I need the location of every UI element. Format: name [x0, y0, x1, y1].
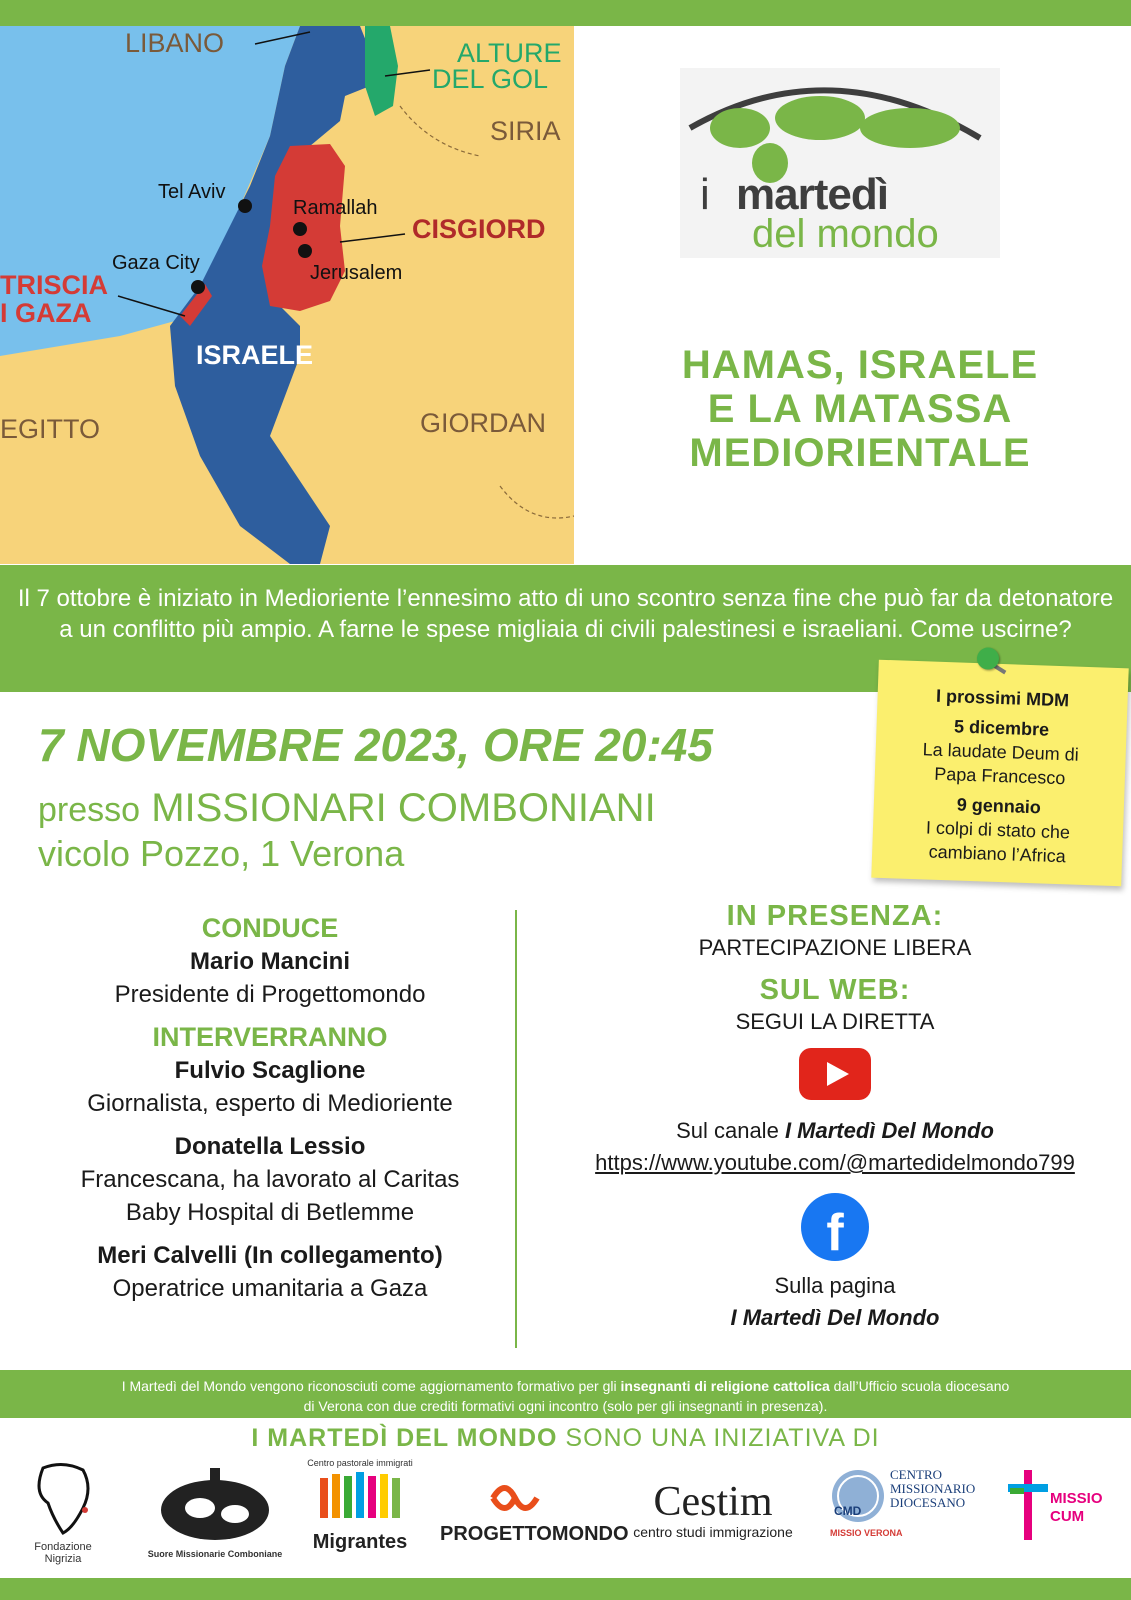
guest-role: Giornalista, esperto di Medioriente [87, 1090, 453, 1117]
venue-name: MISSIONARI COMBONIANI [151, 786, 656, 830]
guest-name: Fulvio Scaglione [174, 1057, 366, 1084]
youtube-link[interactable]: https://www.youtube.com/@martedidelmondo799 [595, 1150, 1075, 1175]
suore-logo [145, 1466, 285, 1559]
cestim-text: Cestim [653, 1479, 773, 1525]
note-date-1: 5 dicembre [953, 716, 1050, 740]
intro-text: Il 7 ottobre è iniziato in Medioriente l’ennesimo atto di uno scontro senza fine che può far da detonatore a un conflitto più ampio. A farne le spese migliaia di civili palestinesi e israeliani. Come uscirne? [17, 585, 1114, 643]
cmd-text: MISSIONARIO [890, 1481, 976, 1496]
cmd-abbr: CMD [834, 1504, 862, 1518]
partner-logos [0, 1458, 1131, 1578]
map-dot-jerusalem [298, 244, 312, 258]
map-label-gaza-city: Gaza City [112, 252, 200, 274]
bottom-green-band [0, 1578, 1131, 1600]
event-venue [38, 786, 656, 831]
facebook-icon[interactable]: f [801, 1193, 869, 1261]
note-date-2: 9 gennaio [956, 794, 1042, 818]
progettomondo-icon [485, 1478, 545, 1520]
map-label-giordania: GIORDAN [420, 408, 547, 438]
channel-prefix: Sul canale [676, 1118, 779, 1143]
channel-name: I Martedì Del Mondo [784, 1118, 994, 1143]
migrantes-text: Migrantes [312, 1531, 408, 1553]
progettomondo-text: PROGETTOMONDO [440, 1523, 629, 1545]
map-label-jerusalem: Jerusalem [310, 262, 403, 284]
sticky-note-next-events [871, 660, 1128, 887]
suore-text: Suore Missionarie Comboniane [147, 1549, 283, 1559]
map-label-striscia: TRISCIA [0, 270, 108, 300]
africa-icon [23, 1458, 103, 1538]
note-topic-1b: Papa Francesco [934, 763, 1066, 789]
title-line-1: HAMAS, ISRAELE [681, 343, 1039, 387]
map-label-golan: DEL GOL [432, 64, 549, 94]
guest-name: Meri Calvelli (In collegamento) [97, 1242, 443, 1269]
map-label-di-gaza: I GAZA [0, 298, 92, 328]
credits-band [0, 1370, 1131, 1418]
credits-line-2: di Verona con due crediti formativi ogni incontro (solo per gli insegnanti in presenza). [303, 1398, 828, 1414]
missio-text: MISSIO [1050, 1490, 1103, 1507]
title-line-2: E LA MATASSA [707, 387, 1013, 431]
map-label-siria: SIRIA [490, 116, 561, 146]
migrantes-arc-text: Centro pastorale immigrati [307, 1458, 413, 1468]
initiative-bold: I MARTEDÌ DEL MONDO [251, 1424, 558, 1452]
title-line-3: MEDIORIENTALE [689, 431, 1031, 475]
map-dot-gaza-city [191, 280, 205, 294]
map-label-israele: ISRAELE [196, 340, 314, 370]
note-topic-2a: I colpi di stato che [925, 817, 1071, 843]
credits-text: dall’Ufficio scuola diocesano [829, 1378, 1010, 1394]
map-label-egitto: EGITTO [0, 414, 101, 444]
event-date: 7 NOVEMBRE 2023, ORE 20:45 [38, 719, 713, 771]
map-label-libano: LIBANO [125, 28, 225, 58]
map-label-cisgiordania: CISGIORD [412, 214, 546, 244]
hands-icon [310, 1468, 410, 1528]
middle-east-map [0, 26, 574, 564]
guest-role: Baby Hospital di Betlemme [125, 1199, 415, 1226]
logo-martedi: martedì [736, 170, 888, 219]
youtube-icon[interactable] [799, 1048, 871, 1100]
note-topic-1a: La laudate Deum di [922, 739, 1080, 765]
column-divider [515, 910, 517, 1348]
credits-line-1 [0, 1376, 1131, 1396]
logo-i: i [700, 170, 710, 219]
cmd-sub: MISSIO VERONA [830, 1528, 903, 1538]
initiative-rest: SONO UNA INIZIATIVA DI [557, 1424, 880, 1452]
event-title [600, 343, 1120, 475]
credits-text: I Martedì del Mondo vengono riconosciuti come aggiornamento formativo per gli [121, 1378, 621, 1394]
fb-page-name: I Martedì Del Mondo [730, 1305, 940, 1330]
map-dot-tel-aviv [238, 199, 252, 213]
cestim-logo [618, 1480, 808, 1540]
cross-icon [1008, 1470, 1048, 1540]
web-text: SEGUI LA DIRETTA [735, 1009, 935, 1034]
guest-role: Francescana, ha lavorato al Caritas [80, 1166, 460, 1193]
nigrizia-text: Nigrizia [44, 1553, 82, 1565]
note-topic-2b: cambiano l’Africa [928, 841, 1067, 867]
presenza-label: IN PRESENZA: [726, 900, 944, 932]
youtube-channel-line [545, 1115, 1125, 1147]
interverranno-label: INTERVERRANNO [152, 1022, 388, 1052]
map-label-alture: ALTURE [457, 38, 562, 68]
guest-name: Donatella Lessio [174, 1133, 366, 1160]
cmd-text: CENTRO [890, 1467, 942, 1482]
top-green-band [0, 0, 1131, 26]
fb-prefix: Sulla pagina [774, 1273, 896, 1298]
progettomondo-logo [440, 1478, 629, 1546]
world-icon [155, 1466, 275, 1546]
map-label-tel-aviv: Tel Aviv [158, 181, 226, 203]
migrantes-logo [300, 1458, 420, 1554]
note-heading: I prossimi MDM [935, 685, 1070, 711]
host-name: Mario Mancini [189, 948, 351, 975]
initiative-heading [0, 1424, 1131, 1453]
presenza-text: PARTECIPAZIONE LIBERA [698, 935, 972, 960]
guest-role: Operatrice umanitaria a Gaza [112, 1275, 428, 1302]
logo-del-mondo: del mondo [752, 212, 939, 256]
speakers-column [40, 912, 500, 1305]
map-label-ramallah: Ramallah [293, 197, 378, 219]
credits-highlight: insegnanti di religione cattolica [620, 1378, 830, 1394]
map-dot-ramallah [293, 222, 307, 236]
cestim-sub: centro studi immigrazione [633, 1524, 793, 1540]
missio-text: CUM [1050, 1508, 1085, 1525]
conduce-label: CONDUCE [201, 913, 339, 943]
event-address: vicolo Pozzo, 1 Verona [38, 833, 405, 874]
nigrizia-text: Fondazione [34, 1541, 92, 1553]
venue-presso: presso [38, 791, 141, 829]
cmd-text: DIOCESANO [890, 1495, 966, 1510]
web-label: SUL WEB: [759, 974, 911, 1006]
nigrizia-logo [18, 1458, 108, 1565]
participation-column [545, 900, 1125, 1334]
host-role: Presidente di Progettomondo [114, 981, 426, 1008]
